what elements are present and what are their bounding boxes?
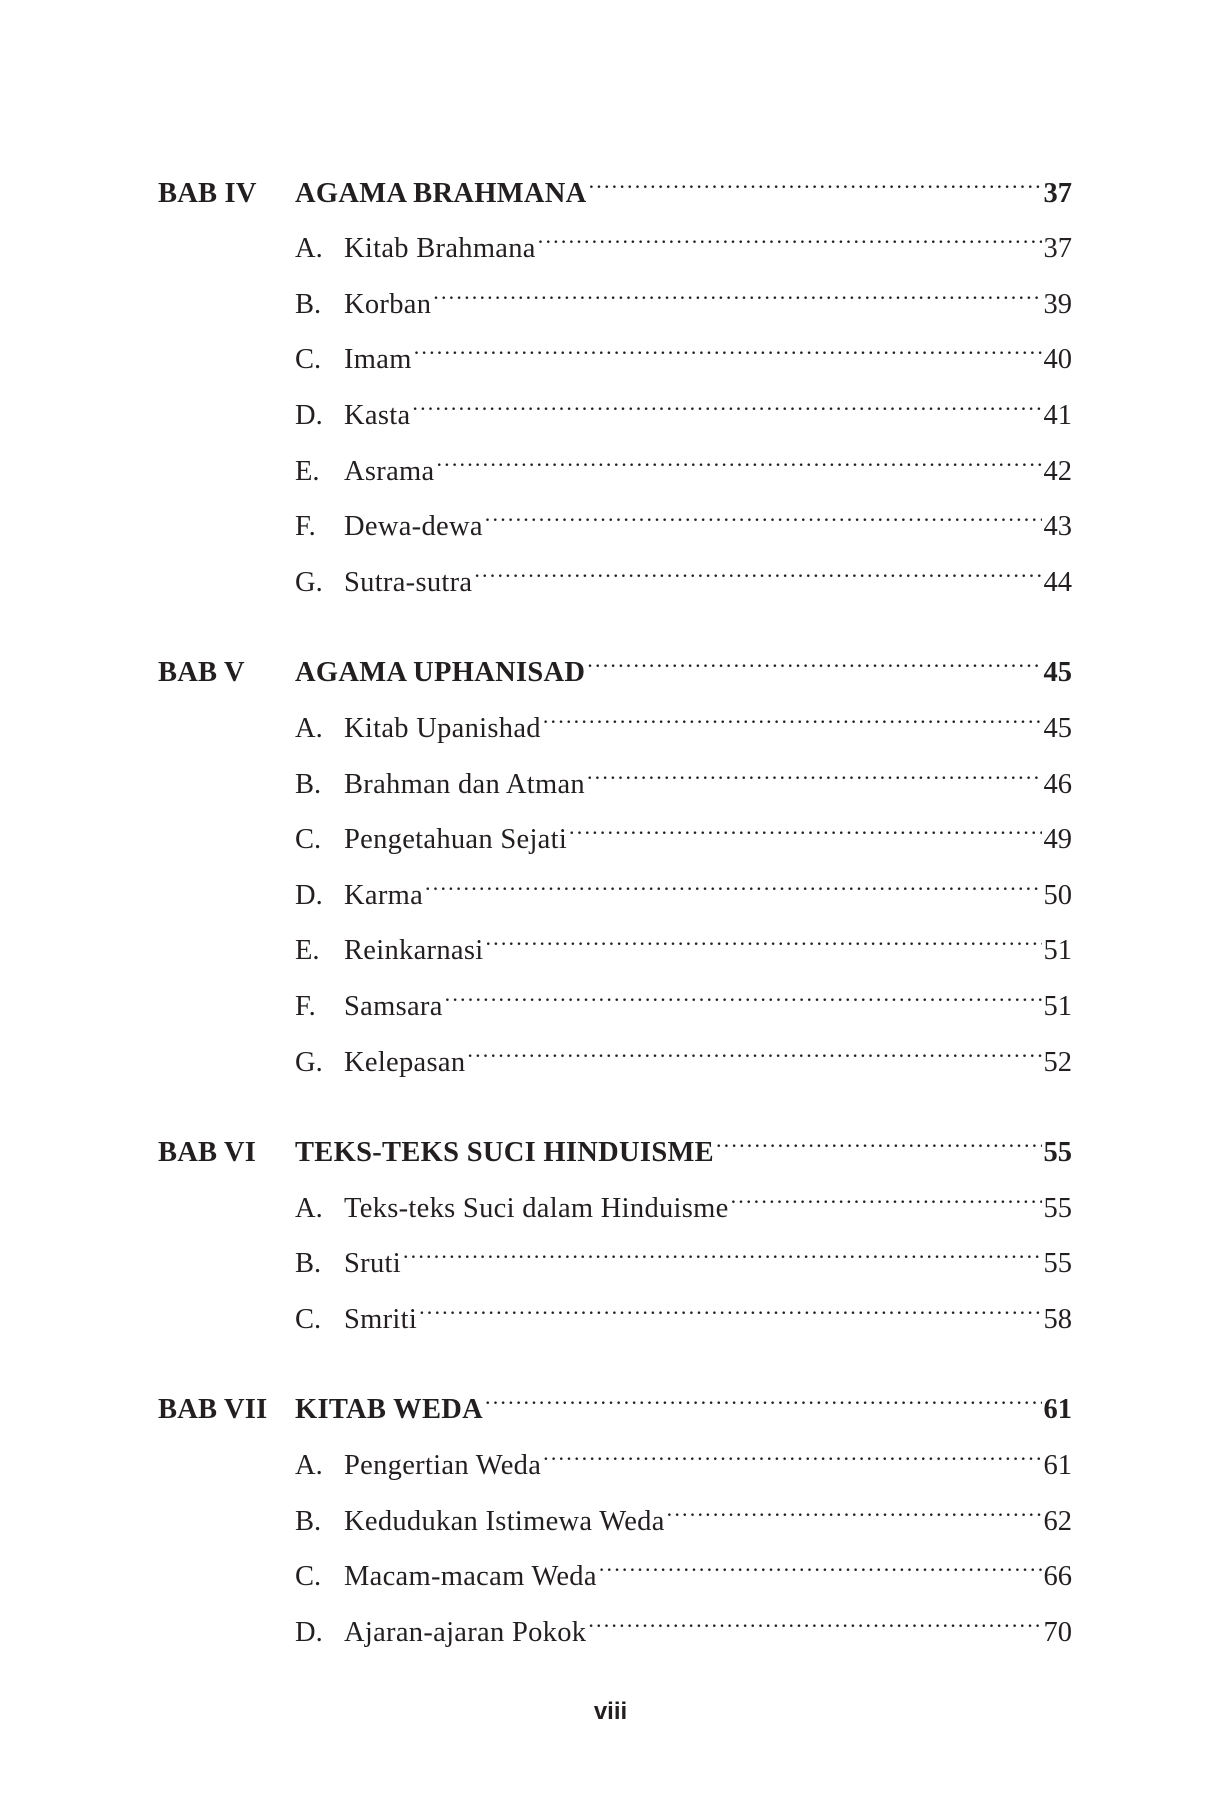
entry-page-number: 45 bbox=[1043, 712, 1072, 744]
table-of-contents bbox=[158, 146, 1072, 1648]
entry-page-number: 51 bbox=[1043, 935, 1072, 967]
toc-entry bbox=[158, 1015, 1072, 1078]
entry-page-number: 58 bbox=[1043, 1303, 1072, 1335]
entry-letter: C. bbox=[295, 1303, 322, 1335]
entry-area bbox=[295, 535, 1072, 610]
dot-leader bbox=[419, 1272, 1041, 1328]
entry-page-number: 66 bbox=[1043, 1561, 1072, 1593]
chapter-number: BAB V bbox=[158, 657, 245, 689]
entry-area bbox=[295, 1015, 1072, 1090]
entry-page-number: 42 bbox=[1043, 455, 1072, 487]
chapter-title: AGAMA BRAHMANA bbox=[295, 177, 587, 209]
entry-title: Kelepasan bbox=[344, 1046, 466, 1078]
dot-leader bbox=[425, 848, 1041, 904]
dot-leader bbox=[569, 793, 1041, 849]
entry-letter: D. bbox=[295, 399, 323, 431]
dot-leader bbox=[412, 368, 1041, 424]
entry-letter: G. bbox=[295, 566, 323, 598]
entry-title: Kedudukan Istimewa Weda bbox=[344, 1505, 665, 1537]
entry-area bbox=[295, 1585, 1072, 1660]
toc-entry bbox=[158, 424, 1072, 487]
entry-title: Imam bbox=[344, 344, 412, 376]
toc-entry bbox=[158, 535, 1072, 598]
toc-chapter bbox=[158, 1363, 1072, 1648]
chapter-page-number: 37 bbox=[1043, 177, 1072, 209]
entry-letter: G. bbox=[295, 1046, 323, 1078]
entry-letter: B. bbox=[295, 1505, 322, 1537]
page-number: viii bbox=[593, 1698, 628, 1725]
toc-entry bbox=[158, 1585, 1072, 1648]
entry-title: Pengetahuan Sejati bbox=[344, 824, 568, 856]
toc-entry bbox=[158, 904, 1072, 967]
entry-page-number: 50 bbox=[1043, 879, 1072, 911]
entry-title: Kitab Brahmana bbox=[344, 233, 536, 265]
toc-chapter-heading bbox=[158, 146, 1072, 209]
entry-page-number: 55 bbox=[1043, 1248, 1072, 1280]
dot-leader bbox=[485, 1363, 1041, 1419]
entry-page-number: 40 bbox=[1043, 344, 1072, 376]
entry-letter: D. bbox=[295, 879, 323, 911]
toc-entry bbox=[158, 681, 1072, 744]
entry-letter: F. bbox=[295, 990, 316, 1022]
entry-page-number: 46 bbox=[1043, 768, 1072, 800]
entry-title: Sruti bbox=[344, 1248, 401, 1280]
chapter-page-number: 61 bbox=[1043, 1394, 1072, 1426]
dot-leader bbox=[467, 1015, 1041, 1071]
entry-letter: B. bbox=[295, 1248, 322, 1280]
entry-page-number: 51 bbox=[1043, 990, 1072, 1022]
entry-letter: B. bbox=[295, 288, 322, 320]
entry-page-number: 49 bbox=[1043, 824, 1072, 856]
dot-leader bbox=[485, 480, 1042, 536]
entry-letter: F. bbox=[295, 511, 316, 543]
toc-entry bbox=[158, 793, 1072, 856]
dot-leader bbox=[589, 146, 1042, 202]
toc-entry bbox=[158, 1418, 1072, 1482]
toc-chapter-heading bbox=[158, 626, 1072, 689]
dot-leader bbox=[445, 959, 1042, 1015]
entry-letter: C. bbox=[295, 1561, 322, 1593]
entry-page-number: 70 bbox=[1043, 1616, 1072, 1648]
entry-letter: E. bbox=[295, 935, 320, 967]
entry-page-number: 44 bbox=[1043, 566, 1072, 598]
entry-letter: E. bbox=[295, 455, 320, 487]
entry-letter: C. bbox=[295, 344, 322, 376]
chapter-number: BAB IV bbox=[158, 177, 257, 209]
entry-letter: A. bbox=[295, 1450, 323, 1482]
entry-letter: B. bbox=[295, 768, 322, 800]
toc-chapter-heading bbox=[158, 1106, 1072, 1169]
dot-leader bbox=[436, 424, 1041, 480]
entry-letter: A. bbox=[295, 712, 323, 744]
entry-letter: A. bbox=[295, 233, 323, 265]
entry-title: Kasta bbox=[344, 399, 411, 431]
entry-title: Ajaran-ajaran Pokok bbox=[344, 1616, 587, 1648]
toc-entry bbox=[158, 202, 1072, 265]
toc-entry bbox=[158, 1530, 1072, 1593]
entry-letter: A. bbox=[295, 1192, 323, 1224]
entry-title: Sutra-sutra bbox=[344, 566, 473, 598]
dot-leader bbox=[543, 681, 1042, 737]
toc-entry bbox=[158, 1161, 1072, 1224]
dot-leader bbox=[587, 737, 1042, 793]
dot-leader bbox=[474, 535, 1041, 591]
toc-entry bbox=[158, 848, 1072, 911]
chapter-page-number: 45 bbox=[1043, 657, 1072, 689]
toc-entry bbox=[158, 480, 1072, 543]
chapter-title: TEKS-TEKS SUCI HINDUISME bbox=[295, 1137, 714, 1169]
toc-chapter bbox=[158, 626, 1072, 1078]
entry-page-number: 62 bbox=[1043, 1505, 1072, 1537]
entry-title: Dewa-dewa bbox=[344, 511, 483, 543]
dot-leader bbox=[538, 202, 1042, 258]
entry-title: Teks-teks Suci dalam Hinduisme bbox=[344, 1192, 729, 1224]
chapter-page-number: 55 bbox=[1043, 1137, 1072, 1169]
entry-page-number: 52 bbox=[1043, 1046, 1072, 1078]
toc-entry bbox=[158, 313, 1072, 376]
entry-title: Smriti bbox=[344, 1303, 418, 1335]
dot-leader bbox=[587, 626, 1041, 682]
toc-entry bbox=[158, 1217, 1072, 1280]
entry-page-number: 41 bbox=[1043, 399, 1072, 431]
toc-entry bbox=[158, 368, 1072, 431]
dot-leader bbox=[716, 1106, 1042, 1162]
entry-page-number: 61 bbox=[1043, 1450, 1072, 1482]
dot-leader bbox=[588, 1585, 1041, 1641]
entry-title: Brahman dan Atman bbox=[344, 768, 585, 800]
chapter-number: BAB VII bbox=[158, 1394, 268, 1426]
entry-page-number: 37 bbox=[1043, 233, 1072, 265]
dot-leader bbox=[667, 1474, 1042, 1530]
dot-leader bbox=[599, 1530, 1042, 1586]
toc-chapter bbox=[158, 146, 1072, 598]
dot-leader bbox=[731, 1161, 1042, 1217]
toc-entry bbox=[158, 1474, 1072, 1537]
entry-title: Karma bbox=[344, 879, 424, 911]
toc-entry bbox=[158, 737, 1072, 800]
chapter-title: AGAMA UPHANISAD bbox=[295, 657, 586, 689]
entry-title: Reinkarnasi bbox=[344, 935, 484, 967]
chapter-title: KITAB WEDA bbox=[295, 1394, 484, 1426]
entry-title: Korban bbox=[344, 288, 432, 320]
dot-leader bbox=[485, 904, 1041, 960]
dot-leader bbox=[414, 313, 1042, 369]
toc-entry bbox=[158, 257, 1072, 320]
entry-letter: C. bbox=[295, 824, 322, 856]
toc-entry bbox=[158, 1272, 1072, 1335]
entry-title: Kitab Upanishad bbox=[344, 712, 541, 744]
toc-chapter-heading bbox=[158, 1363, 1072, 1426]
entry-page-number: 43 bbox=[1043, 511, 1072, 543]
toc-entry bbox=[158, 959, 1072, 1022]
entry-title: Macam-macam Weda bbox=[344, 1561, 597, 1593]
entry-title: Samsara bbox=[344, 990, 443, 1022]
dot-leader bbox=[543, 1418, 1041, 1474]
dot-leader bbox=[433, 257, 1041, 313]
toc-chapter bbox=[158, 1106, 1072, 1335]
entry-page-number: 55 bbox=[1043, 1192, 1072, 1224]
entry-letter: D. bbox=[295, 1616, 323, 1648]
entry-area bbox=[295, 1272, 1072, 1347]
entry-title: Pengertian Weda bbox=[344, 1450, 542, 1482]
dot-leader bbox=[403, 1217, 1042, 1273]
entry-page-number: 39 bbox=[1043, 288, 1072, 320]
entry-title: Asrama bbox=[344, 455, 435, 487]
chapter-number: BAB VI bbox=[158, 1137, 257, 1169]
